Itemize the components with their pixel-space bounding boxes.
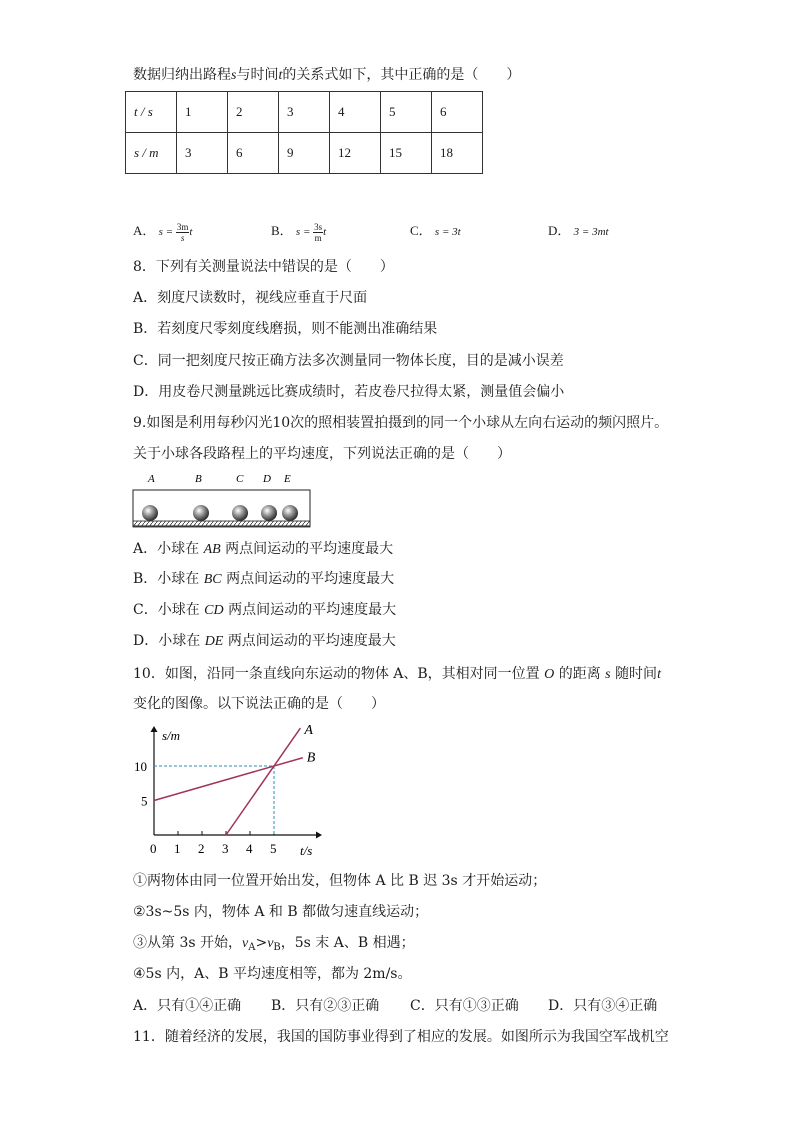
x-axis-arrow xyxy=(316,832,322,839)
table-header-distance: s / m xyxy=(126,133,177,174)
ball-position-c xyxy=(232,505,248,521)
table-row-time xyxy=(126,92,483,133)
series-label-b: B xyxy=(306,750,316,766)
table-cell: 1 xyxy=(177,92,228,133)
q9-option-d[interactable]: D．小球在 DE 两点间运动的平均速度最大 xyxy=(133,633,396,649)
q7-option-c[interactable]: C． s = 3t xyxy=(410,223,461,238)
table-cell: 3 xyxy=(279,92,330,133)
series-line-b xyxy=(154,758,303,801)
position-label-d: D xyxy=(263,473,271,485)
q8-option-a[interactable]: A．刻度尺读数时，视线应垂直于尺面 xyxy=(133,290,368,306)
ball-position-d xyxy=(261,505,277,521)
table-row-distance xyxy=(126,133,483,174)
table-cell: 18 xyxy=(432,133,483,174)
q9-strobe-photo xyxy=(128,468,318,534)
table-cell: 4 xyxy=(330,92,381,133)
x-tick-label: 0 xyxy=(150,841,157,856)
q10-statement-3: ③从第 3s 开始，$v_A>v_B$，5s 末 A、B 相遇； xyxy=(133,935,415,953)
q10-statement-1: ①两物体由同一位置开始出发，但物体 A 比 B 迟 3s 才开始运动； xyxy=(133,873,547,889)
photo-frame xyxy=(133,490,310,526)
table-cell: 2 xyxy=(228,92,279,133)
series-line-a xyxy=(226,728,300,835)
q9-stem-line1: 9.如图是利用每秒闪光10次的照相装置拍摄到的同一个小球从左向右运动的频闪照片。 xyxy=(133,415,669,431)
table-cell: 6 xyxy=(432,92,483,133)
q10-option-a[interactable]: A．只有①④正确 xyxy=(133,998,242,1014)
ball-position-a xyxy=(142,505,158,521)
table-header-time: t / s xyxy=(126,92,177,133)
position-label-c: C xyxy=(236,473,244,485)
fraction: $\frac{3m}{s}$ xyxy=(176,221,189,243)
x-tick-label: 4 xyxy=(246,841,253,856)
q10-option-d[interactable]: D．只有③④正确 xyxy=(548,998,658,1014)
q9-option-a[interactable]: A．小球在 AB 两点间运动的平均速度最大 xyxy=(133,541,394,557)
ground-surface xyxy=(133,521,310,527)
position-label-a: A xyxy=(148,473,155,485)
q10-option-b[interactable]: B．只有②③正确 xyxy=(271,998,380,1014)
q10-stem-line2: 变化的图像。以下说法正确的是（ ） xyxy=(133,696,385,712)
y-axis-arrow xyxy=(151,726,158,732)
x-tick-label: 5 xyxy=(270,841,277,856)
table-cell: 5 xyxy=(381,92,432,133)
ball-position-e xyxy=(282,505,298,521)
table-cell: 15 xyxy=(381,133,432,174)
q8-option-d[interactable]: D．用皮卷尺测量跳远比赛成绩时，若皮卷尺拉得太紧，测量值会偏小 xyxy=(133,384,565,400)
fraction: $\frac{3s}{m}$ xyxy=(314,221,323,243)
x-tick-label: 1 xyxy=(174,841,181,856)
q10-option-c[interactable]: C．只有①③正确 xyxy=(410,998,519,1014)
q7-data-table xyxy=(125,91,483,174)
q7-option-d[interactable]: D． 3 = 3mt xyxy=(548,223,609,238)
q11-stem-line1: 11．随着经济的发展，我国的国防事业得到了相应的发展。如图所示为我国空军战机空 xyxy=(133,1029,669,1045)
table-cell: 12 xyxy=(330,133,381,174)
x-axis-label: t/s xyxy=(300,843,313,858)
position-label-b: B xyxy=(195,473,202,485)
q9-option-b[interactable]: B．小球在 BC 两点间运动的平均速度最大 xyxy=(133,571,395,587)
q8-option-b[interactable]: B．若刻度尺零刻度线磨损，则不能测出准确结果 xyxy=(133,321,438,337)
q10-distance-time-chart xyxy=(130,720,330,862)
q8-stem: 8．下列有关测量说法中错误的是（ ） xyxy=(133,259,394,275)
table-cell: 3 xyxy=(177,133,228,174)
y-tick-label: 5 xyxy=(141,793,148,809)
q10-statement-4: ④5s 内，A、B 平均速度相等，都为 2m/s。 xyxy=(133,966,412,982)
position-label-e: E xyxy=(284,473,291,485)
q10-statement-2: ②3s~5s 内，物体 A 和 B 都做匀速直线运动； xyxy=(133,904,429,920)
q7-option-b[interactable]: B． s = $\frac{3s}{m}$ t xyxy=(271,221,327,243)
q10-stem-line1: 10．如图，沿同一条直线向东运动的物体 A、B，其相对同一位置 O 的距离 s 随时间t xyxy=(133,666,661,682)
q7-intro: 数据归纳出路程s与时间t的关系式如下，其中正确的是（ ） xyxy=(133,67,521,83)
q9-option-c[interactable]: C．小球在 CD 两点间运动的平均速度最大 xyxy=(133,602,397,618)
ball-position-b xyxy=(193,505,209,521)
q7-option-a[interactable]: A． s = $\frac{3m}{s}$ t xyxy=(133,221,193,243)
q9-stem-line2: 关于小球各段路程上的平均速度，下列说法正确的是（ ） xyxy=(133,446,511,462)
y-axis-label: s/m xyxy=(162,728,181,743)
y-tick-label: 10 xyxy=(134,759,147,774)
series-label-a: A xyxy=(304,723,313,739)
q8-option-c[interactable]: C．同一把刻度尺按正确方法多次测量同一物体长度，目的是减小误差 xyxy=(133,353,564,369)
x-tick-label: 3 xyxy=(222,841,229,856)
x-tick-label: 2 xyxy=(198,841,205,856)
table-cell: 9 xyxy=(279,133,330,174)
table-cell: 6 xyxy=(228,133,279,174)
